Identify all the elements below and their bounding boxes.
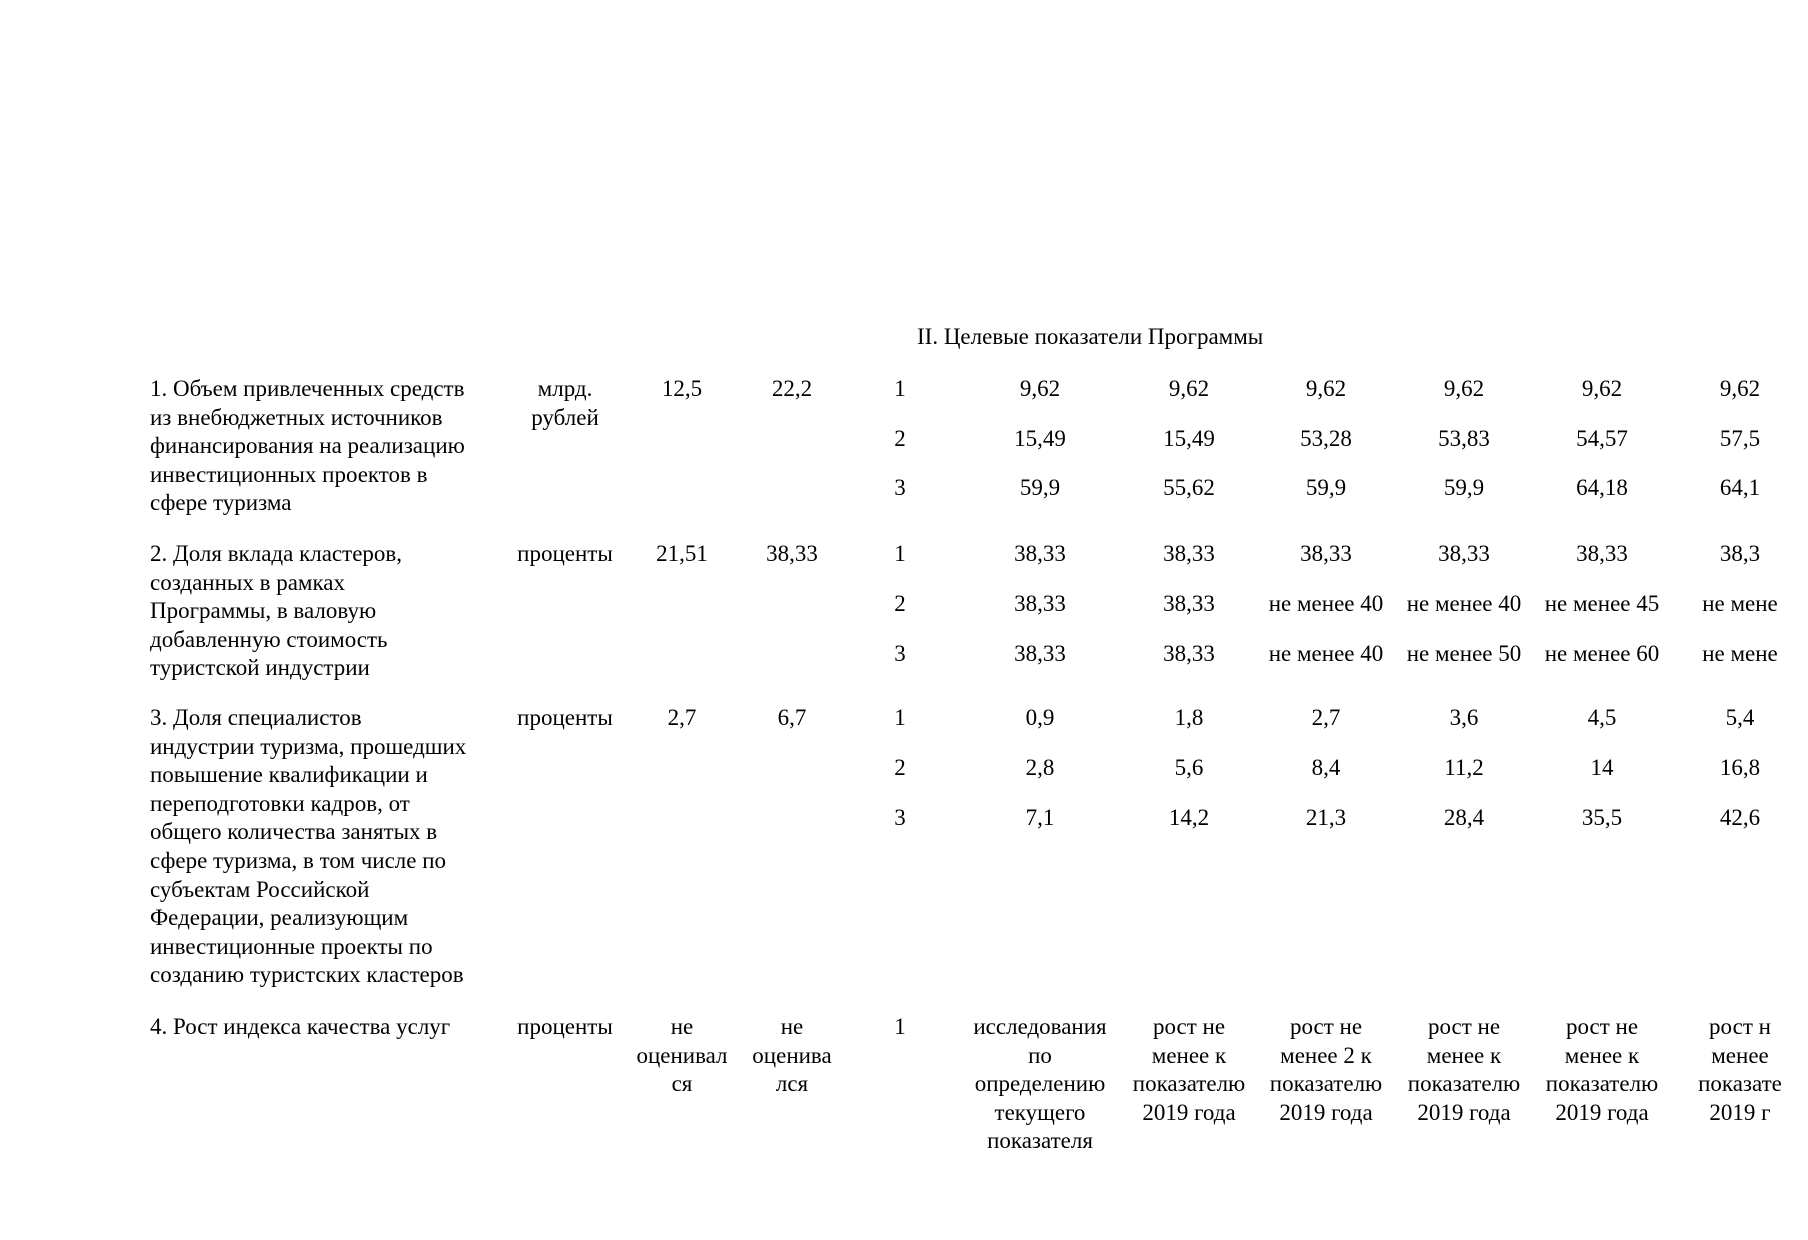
value-cell: 38,33 [1163, 541, 1215, 566]
value-cell: 38,3 [1719, 541, 1761, 566]
value-cell: не мене [1702, 641, 1778, 666]
variant-number: 1 [894, 705, 906, 730]
variant-number: 1 [894, 376, 906, 401]
target-value-2: 38,33 [766, 541, 818, 566]
value-cell: 3,6 [1449, 705, 1479, 730]
value-cell: 55,62 [1163, 475, 1215, 500]
value-cell: 15,49 [1014, 426, 1066, 451]
value-cell: 5,4 [1725, 705, 1755, 730]
value-cell: не мене [1702, 591, 1778, 616]
value-cell: 9,62 [1168, 376, 1210, 401]
value-cell: 7,1 [1025, 805, 1055, 830]
value-cell: 38,33 [1300, 541, 1352, 566]
unit-4: проценты [517, 1014, 613, 1039]
variant-number: 3 [894, 475, 906, 500]
value-cell: 5,6 [1174, 755, 1204, 780]
value-cell: 2,7 [1311, 705, 1341, 730]
value-cell: рост не менее к показателю 2019 года [1132, 1014, 1246, 1125]
value-cell: рост не менее к показателю 2019 года [1407, 1014, 1521, 1125]
base-value-1: 12,5 [661, 376, 703, 401]
indicator-1: 1. Объем привлеченных средств из внебюджетных источников финансирования на реализацию инвестиционных проектов в сфере туризма [150, 376, 465, 516]
unit-2: проценты [517, 541, 613, 566]
unit-1: млрд. рублей [531, 376, 599, 430]
target-value-1: 22,2 [771, 376, 813, 401]
value-cell: 38,33 [1014, 591, 1066, 616]
value-cell: не менее 60 [1544, 641, 1660, 666]
value-cell: рост н менее показате 2019 г [1698, 1014, 1782, 1125]
section-title: II. Целевые показатели Программы [917, 324, 1264, 349]
target-value-3: 6,7 [777, 705, 807, 730]
base-value-3: 2,7 [667, 705, 697, 730]
value-cell: 11,2 [1444, 755, 1484, 780]
value-cell: 9,62 [1719, 376, 1761, 401]
value-cell: не менее 40 [1268, 591, 1384, 616]
value-cell: 9,62 [1443, 376, 1485, 401]
value-cell: 4,5 [1587, 705, 1617, 730]
value-cell: 59,9 [1443, 475, 1485, 500]
value-cell: 15,49 [1163, 426, 1215, 451]
value-cell: не менее 40 [1268, 641, 1384, 666]
value-cell: 54,57 [1576, 426, 1628, 451]
value-cell: 8,4 [1311, 755, 1341, 780]
indicator-2: 2. Доля вклада кластеров, созданных в рамках Программы, в валовую добавленную стоимость туристской индустрии [150, 541, 403, 681]
value-cell: рост не менее к показателю 2019 года [1545, 1014, 1659, 1125]
variant-number: 2 [894, 591, 906, 616]
variant-number: 3 [894, 805, 906, 830]
value-cell: 14,2 [1168, 805, 1210, 830]
value-cell: рост не менее 2 к показателю 2019 года [1269, 1014, 1383, 1125]
value-cell: 0,9 [1025, 705, 1055, 730]
value-cell: 38,33 [1576, 541, 1628, 566]
value-cell: 1,8 [1174, 705, 1204, 730]
value-cell: 38,33 [1163, 641, 1215, 666]
base-value-2: 21,51 [656, 541, 708, 566]
variant-number: 3 [894, 641, 906, 666]
value-cell: 57,5 [1719, 426, 1761, 451]
value-cell: 14 [1590, 755, 1614, 780]
value-cell: 9,62 [1019, 376, 1061, 401]
base-value-4: не оценивал ся [636, 1014, 728, 1097]
value-cell: 9,62 [1581, 376, 1623, 401]
value-cell: не менее 50 [1406, 641, 1522, 666]
value-cell: 64,1 [1719, 475, 1761, 500]
value-cell: 42,6 [1719, 805, 1761, 830]
value-cell: 64,18 [1576, 475, 1628, 500]
variant-number: 2 [894, 426, 906, 451]
value-cell: 59,9 [1019, 475, 1061, 500]
value-cell: 9,62 [1305, 376, 1347, 401]
value-cell: 2,8 [1025, 755, 1055, 780]
target-value-4: не оценива лся [752, 1014, 832, 1097]
value-cell: 38,33 [1014, 541, 1066, 566]
value-cell: 16,8 [1719, 755, 1761, 780]
value-cell: 38,33 [1163, 591, 1215, 616]
value-cell: 28,4 [1443, 805, 1485, 830]
variant-number: 1 [894, 541, 906, 566]
value-cell: не менее 40 [1406, 591, 1522, 616]
value-cell: исследования по определению текущего показателя [973, 1014, 1107, 1154]
value-cell: 38,33 [1014, 641, 1066, 666]
value-cell: не менее 45 [1544, 591, 1660, 616]
value-cell: 59,9 [1305, 475, 1347, 500]
value-cell: 53,83 [1438, 426, 1490, 451]
value-cell: 35,5 [1581, 805, 1623, 830]
variant-number: 1 [894, 1014, 906, 1039]
variant-number: 2 [894, 755, 906, 780]
value-cell: 38,33 [1438, 541, 1490, 566]
indicator-3: 3. Доля специалистов индустрии туризма, прошедших повышение квалификации и переподготовки кадров, от общего количества занятых в сфере туризма, в том числе по субъектам Российской Федерации, реализующим инвестиционные проекты по созданию туристских кластеров [150, 705, 467, 988]
unit-3: проценты [517, 705, 613, 730]
value-cell: 21,3 [1305, 805, 1347, 830]
indicator-4: 4. Рост индекса качества услуг [150, 1014, 451, 1039]
value-cell: 53,28 [1300, 426, 1352, 451]
